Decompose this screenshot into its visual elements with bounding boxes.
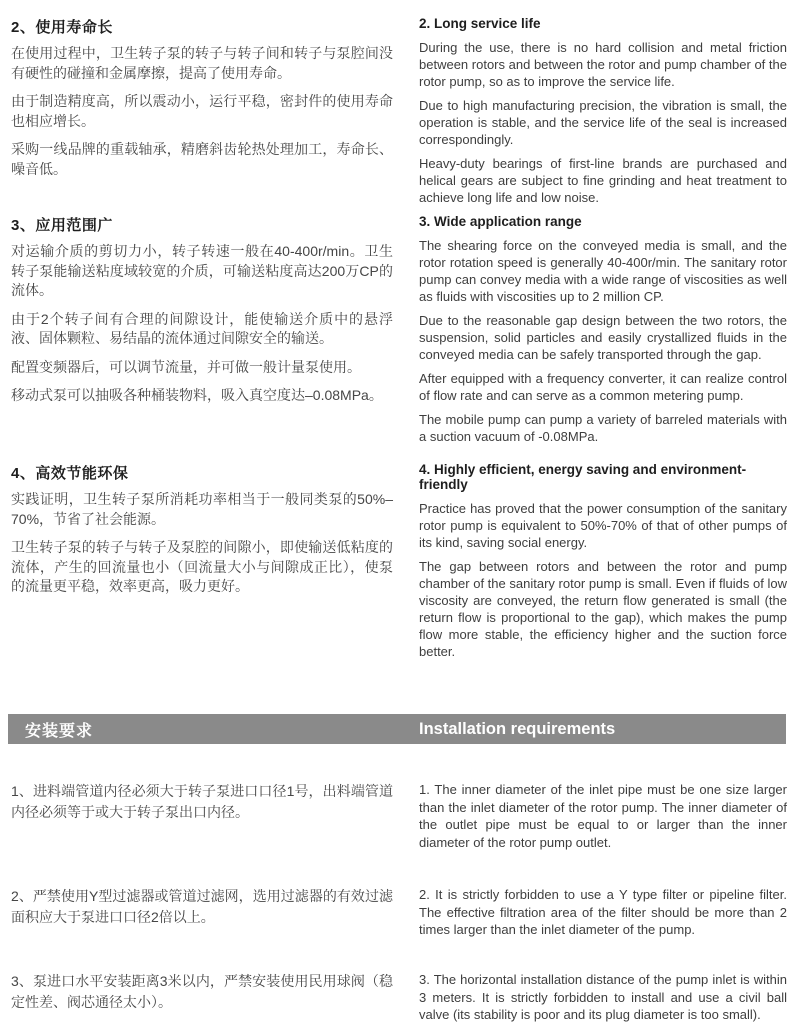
paragraph: 在使用过程中，卫生转子泵的转子与转子间和转子与泵腔间没有硬性的碰撞和金属摩擦，提高了使用寿命。: [11, 45, 393, 81]
section-title-zh: 4、高效节能环保: [11, 465, 129, 482]
paragraph: Due to high manufacturing precision, the vibration is small, the operation is stable, and the service life of the seal is increased correspondingly.: [419, 98, 787, 147]
paragraph: Due to the reasonable gap design between the two rotors, the suspension, solid particles and easily crystallized fluids in the conveyed media can be safely transported through the gap.: [419, 313, 787, 362]
paragraph: The mobile pump can pump a variety of barreled materials with a suction vacuum of -0.08MPa.: [419, 412, 787, 444]
paragraph: 实践证明，卫生转子泵所消耗功率相当于一般同类泵的50%–70%，节省了社会能源。: [11, 491, 393, 527]
paragraph: 由于2个转子间有合理的间隙设计，能使输送介质中的悬浮液、固体颗粒、易结晶的流体通过间隙安全的输送。: [11, 310, 393, 346]
paragraph: 采购一线品牌的重载轴承，精磨斜齿轮热处理加工，寿命长、噪音低。: [11, 141, 393, 177]
paragraph: 卫生转子泵的转子与转子及泵腔的间隙小，即使输送低粘度的流体，产生的回流量也小（回流量大小与间隙成正比），使泵的流量更平稳，效率更高，吸力更好。: [11, 539, 393, 594]
section-body-en: [419, 500, 787, 660]
section-title-en: 3. Wide application range: [419, 214, 582, 229]
install-item-3-en: 3. The horizontal installation distance of the pump inlet is within 3 meters. It is strictly forbidden to install and use a civil ball valve (its stability is poor and its plug diameter is too small).: [419, 972, 787, 1022]
paragraph: Practice has proved that the power consumption of the sanitary rotor pump is equivalent to 50%-70% of that of other pumps of its kind, saving social energy.: [419, 501, 787, 550]
section-application-range-zh: [11, 214, 393, 406]
section-body-en: [419, 39, 787, 206]
paragraph: 由于制造精度高，所以震动小，运行平稳，密封件的使用寿命也相应增长。: [11, 93, 393, 129]
install-item-1-zh: 1、进料端管道内径必须大于转子泵进口口径1号，出料端管道内径必须等于或大于转子泵出口内径。: [11, 783, 393, 820]
install-item-2-zh: 2、严禁使用Y型过滤器或管道过滤网，选用过滤器的有效过滤面积应大于泵进口口径2倍以上。: [11, 888, 393, 925]
paragraph: The gap between rotors and between the rotor and pump chamber of the sanitary rotor pump is small. Even if fluids of low viscosity are conveyed, the return flow generated is small (the return flow is proportional to the gap), which makes the pump flow more stable, the efficiency higher and the suction force better.: [419, 559, 787, 659]
paragraph: The shearing force on the conveyed media is small, and the rotor rotation speed is generally 40-400r/min. The sanitary rotor pump can convey media with a wide range of viscosities as well as fluids with viscosities up to 2 million CP.: [419, 238, 787, 304]
section-application-range-en: [419, 214, 787, 445]
paragraph: Heavy-duty bearings of first-line brands are purchased and helical gears are subject to fine grinding and heat treatment to achieve long life and low noise.: [419, 156, 787, 205]
section-title-zh: 2、使用寿命长: [11, 19, 113, 36]
section-service-life-zh: [11, 16, 393, 179]
paragraph: After equipped with a frequency converter, it can realize control of flow rate and can serve as a common metering pump.: [419, 371, 787, 403]
paragraph: 移动式泵可以抽吸各种桶装物料，吸入真空度达–0.08MPa。: [11, 387, 383, 403]
banner-title-en: Installation requirements: [419, 719, 616, 738]
paragraph: 配置变频器后，可以调节流量，并可做一般计量泵使用。: [11, 358, 361, 375]
install-item-2-en: 2. It is strictly forbidden to use a Y type filter or pipeline filter. The effective filtration area of the filter should be more than 2 times larger than the inlet diameter of the pump.: [419, 887, 787, 937]
paragraph: During the use, there is no hard collision and metal friction between rotors and between the rotor and pump chamber of the rotor pump, so as to improve the service life.: [419, 40, 787, 89]
paragraph: 对运输介质的剪切力小，转子转速一般在40-400r/min。卫生转子泵能输送粘度域较宽的介质，可输送粘度高达200万CP的流体。: [11, 243, 393, 298]
section-body-en: [419, 237, 787, 445]
section-body-zh: [11, 490, 393, 597]
section-title-en: 4. Highly efficient, energy saving and environment-friendly: [419, 462, 747, 492]
installation-requirements-banner: [8, 714, 786, 744]
section-service-life-en: [419, 16, 787, 206]
section-title-zh: 3、应用范围广: [11, 217, 113, 234]
install-item-3-zh: 3、泵进口水平安装距离3米以内，严禁安装使用民用球阀（稳定性差、阀芯通径太小）。: [11, 973, 393, 1010]
section-body-zh: [11, 44, 393, 179]
section-title-en: 2. Long service life: [419, 16, 541, 31]
install-item-1-en: 1. The inner diameter of the inlet pipe must be one size larger than the inlet diameter of the rotor pump. The inner diameter of the outlet pipe must be equal to or larger than the inner diameter of the rotor pump outlet.: [419, 782, 787, 850]
banner-title-zh: 安装要求: [25, 722, 94, 740]
section-energy-saving-en: [419, 462, 787, 660]
section-energy-saving-zh: [11, 462, 393, 597]
section-body-zh: [11, 242, 393, 406]
